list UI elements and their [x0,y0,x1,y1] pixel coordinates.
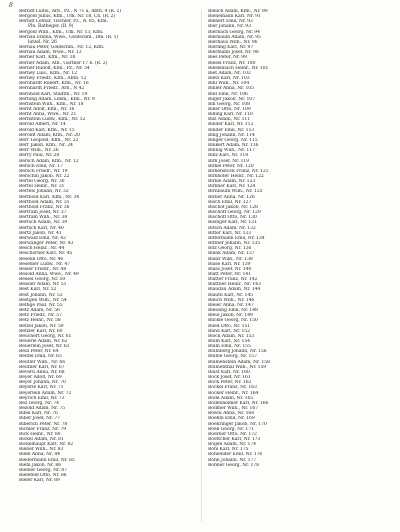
entry-text: Bichler Franz, Nr. 79 [19,426,67,432]
entry-text: Blauth Karl, Nr. 145 [208,292,253,298]
entry-text: Biesenbach Heinr., Nr. 101 [208,65,269,71]
entry-text: Besch Heinr., Nr. 44 [19,246,65,252]
entry-text: Beyerle Karl, Nr. 71 [19,385,64,391]
entry-text: Beuerle Adam, Nr. 62 [19,339,68,344]
entry-text: Bienemann Karl, Nr. 91 [208,14,261,20]
entry-text: Bernt Anna, Wwe., Nr. 21 [19,112,77,118]
entry-text: Bischoff Otto, Nr. 130 [208,215,257,221]
entry-text: Bierbaum Adam, Nr. 95 [208,34,261,40]
entry-text: Bernhold Karl, Stadtm., Nr. 19 [19,91,88,97]
entry-text: Biber Josef, Nr. 77 [19,416,60,422]
entry-text: Beuerlein Josef, Nr. 63 [19,344,70,350]
entry-text: Biebl Anna, Nr. 84 [19,452,61,458]
entry-text: Birkhofer Heinr., Nr. 122 [208,174,264,179]
entry-text: Binkert Adam, Nr. 116 [208,143,259,149]
entry-text: Bohner Georg, Nr. 178 [208,462,259,468]
entry-text: Bestgen Wilh., Nr. 54 [19,297,67,303]
entry-text: Bodenheimer Karl, Nr. 166 [208,400,269,406]
entry-text: Bohl Karl, Nr. 175 [208,447,249,453]
entry-text: Biehler Georg, Nr. 87 [19,467,67,473]
entry-text: Berthold Franz, Nr. 36 [19,204,70,210]
entry-text: Biberich Peter, Nr. 78 [19,421,68,427]
entry-text: Boeck Anna, Nr. 168 [208,411,255,417]
entry-text: Besold Anna, Wwe., Nr. 49 [19,271,79,277]
entry-text: Besemer Ludw., Nr. 47 [19,261,70,267]
entry-text: Beutler Wilh., Nr. 66 [19,359,66,365]
entry-text: Bessel Georg, Nr. 50 [19,277,66,283]
entry-text: Bienert Emil, Nr. 92 [208,19,253,25]
entry-text: Bohlender Emil, Nr. 176 [208,452,263,458]
entry-text: Berney Luis., Kfm., Nr. 12 [19,70,77,76]
entry-text: Birkner Karl, Nr. 124 [208,184,256,190]
entry-text: Berthold Adam, Nr. 35 [19,199,70,205]
entry-text: Boehringer Jakob, Nr. 170 [208,421,267,427]
entry-text: Betz Heinr., Nr. 58 [19,318,61,324]
entry-text: Berr Wilh., Nr. 26 [19,148,59,154]
entry-text: Bier Johann, Nr. 93 [208,24,251,30]
entry-text: Bernau Adam, Wwe., Nr. 13 [19,50,82,56]
entry-text: Binder Emil, Nr. 113 [208,127,255,133]
entry-text: Biller Otto, Nr. 109 [208,106,251,112]
entry-text: Blust Karl, Nr. 160 [208,369,250,375]
entry-text: Beul Peter, Nr. 64 [19,349,59,355]
entry-text: Bisinger Karl, Nr. 131 [208,220,257,226]
entry-text: Berold Albert, Nr. 14 [19,122,66,128]
entry-text: Block Adam, Nr. 153 [208,333,255,339]
entry-text: Blumberg Johann, Nr. 156 [208,349,267,355]
entry-text: Binnig Wilh., Nr. 117 [208,148,255,154]
entry-text: Bickelhaupt Karl, Nr. 82 [19,442,74,448]
entry-text: Bethge Paul, Nr. 55 [19,302,63,308]
entry-text: Bick Heinr., Nr. 80 [19,431,61,437]
entry-text: Bischof Jakob, Nr. 128 [208,204,258,210]
entry-text: Bertz Jakob, Nr. 41 [19,230,62,236]
entry-text: Bihler Anna, Nr. 105 [208,86,254,92]
entry-text: Blume Georg, Nr. 157 [208,354,257,360]
entry-text: Bickel Adam, Nr. 81 [19,436,64,442]
entry-text: Beschorner Karl, Nr. 45 [19,251,73,257]
directory-entry [19,19,193,29]
directory-entry [208,463,382,468]
entry-text: Bergold Wilh., Kfm., Ufk. Nr. 13, Kfm. [19,29,104,35]
entry-text: Biesel Franz, Nr. 100 [208,60,256,66]
entry-text: Bihl Wilh., Nr. 104 [208,81,250,87]
entry-text: Birnbaum Wilh., Nr. 125 [208,189,263,195]
entry-text: Blaudau Adam, Nr. 144 [208,287,261,293]
entry-text: Blumenthal Wilh., Nr. 159 [208,364,267,370]
entry-text: Bersch Emil, Nr. 17 [19,163,63,169]
entry-text: Bertels Johann, Nr. 32 [19,189,69,195]
entry-text: Bernau Peter, Goldschm., Nr. 12, Kfm. [19,45,105,51]
entry-text: Bilger Jakob, Nr. 107 [208,96,255,102]
entry-text: Bertsch Adam, Nr. 39 [19,220,68,226]
entry-text: Bing Johann, Nr. 114 [208,132,255,138]
entry-text: Berwanger Peter, Nr. 43 [19,241,74,247]
entry-text: Bitz Georg, Nr. 136 [208,246,252,252]
entry-text: Berning Adam, Ldsm., Kfm., Nr. 9 [19,96,95,102]
entry-text: Blank Adam, Nr. 137 [208,251,255,257]
entry-text: Boerner Otto, Nr. 172 [208,431,257,437]
entry-text: Bild Emil, Nr. 106 [208,91,248,97]
entry-text: Blatter Franz, Nr. 142 [208,277,258,283]
entry-text: Blass Josef, Nr. 140 [208,266,252,272]
entry-text: Bocker Heinr., Nr. 164 [208,390,259,396]
entry-text: Beselin Otto, Nr. 46 [19,256,64,262]
directory-entry [19,35,193,45]
entry-text: Beyerlein Adam, Nr. 72 [19,390,72,396]
entry-text: Bertel Georg, Nr. 30 [19,179,65,185]
entry-text: Bietz Karl, Nr. 103 [208,76,250,82]
entry-text: Blum Karl, Nr. 154 [208,339,250,344]
entry-text: Blied Otto, Nr. 151 [208,323,251,329]
entry-text: Berr Leopold, Kfm., Nr. 22 [19,137,79,143]
entry-text: Bernhardt Robert, Kfm., Nr. 16 [19,81,89,87]
entry-text: Bohn Johann, Nr. 177 [208,457,257,463]
entry-text: Bogen Adam, Nr. 174 [208,442,256,448]
entry-text: Blum Emil, Nr. 155 [208,344,251,350]
entry-text: Bode Adam, Nr. 165 [208,395,254,401]
entry-text: Bertel Heinr., Nr. 31 [19,184,65,190]
entry-text: Biedermann Emil, Nr. 85 [19,457,75,463]
entry-text: Bersch Adam, Kfm., Nr. 12 [19,158,79,164]
directory-entry [19,478,193,483]
entry-text: Bernau Emma, Wwe., Goldschm., Dm. (R. 1) [19,34,119,40]
entry-text: Biet Adam, Nr. 102 [208,70,251,76]
entry-text: Beyrich Emil, Nr. 73 [19,395,65,401]
entry-text: Berr Jakob, Kfm., Nr. 24 [19,143,73,149]
entry-text: Binger Georg, Nr. 115 [208,137,258,143]
entry-text: Berner Adam, Ath., Gärtner 17 b. (R. 2) [19,60,108,66]
entry-text: Bock Peter, Nr. 162 [208,380,252,386]
entry-text: Blanz Wilh., Nr. 138 [208,256,253,262]
entry-text: Bernstein Ludw., Kfm., Nr. 12 [19,117,86,123]
entry-text: Boettcher Karl, Nr. 173 [208,436,261,442]
entry-text: Best Johann, Nr. 53 [19,292,63,298]
entry-text: Berndt Lothar, Tischler, Pz., N. 85, Kfm. [19,19,108,25]
entry-text: Betzel Jakob, Nr. 59 [19,323,64,329]
entry-text: Bessler Adam, Nr. 51 [19,282,67,288]
entry-text: Beroldt Adam, Kfm., Nr. 20 [19,132,80,138]
entry-text: Bierhaus Wilh., Nr. 96 [208,39,258,45]
entry-text: Bibel Karl, Nr. 76 [19,411,58,417]
entry-text: Birkle Adam, Nr. 123 [208,179,256,185]
entry-text: Birkenstock Franz, Nr. 121 [208,168,269,174]
entry-text: Boell Georg, Nr. 171 [208,426,254,432]
entry-text: Bernhardt Friedr., Arb., N 42 [19,86,85,92]
entry-text: Bierling Karl, Nr. 97 [208,45,254,51]
entry-text: Birk Josef, Nr. 119 [208,158,249,164]
entry-text: Blessing Emil, Nr. 148 [208,308,258,314]
entry-text: Bleich Wilh., Nr. 146 [208,297,255,303]
entry-text: Bittermann Emil, Nr. 134 [208,235,265,241]
page-number: 8 [9,2,13,9]
entry-text: Bischoff Georg, Nr. 129 [208,210,261,216]
entry-text: Berschin Jakob, Nr. 22 [19,174,70,179]
entry-text: Bill Georg, Nr. 108 [208,101,250,107]
entry-text: Bitsch Adam, Nr. 132 [208,225,256,231]
right-column [208,9,382,468]
entry-text: Beutel Emil, Nr. 65 [19,354,62,360]
entry-text: Berry Paul, Nr. 28 [19,153,60,159]
entry-text: Bleier Anna, Nr. 147 [208,302,254,308]
column-divider [201,10,202,522]
left-column [19,9,193,483]
entry-text: Bielefeld Otto, Nr. 88 [19,473,67,479]
entry-text: Berney Friedr., Kfm., Abth. 12 [19,76,87,82]
entry-text: Berner Karl, Kfm., Nr. 18 [19,55,76,61]
entry-text: Bisch Emil, Nr. 127 [208,199,252,205]
entry-text: Berthold Karl, Kfm., Nr. 34 [19,194,80,200]
entry-text: Bieber Wilh., Nr. 83 [19,447,64,453]
entry-continuation: lutzel. Nr. 26 [28,39,57,45]
entry-text: Bielich Adam, Kfm., Nr. 90 [208,9,268,14]
entry-text: Bevern Anna, Nr. 68 [19,369,65,375]
entry-text: Binz Karl, Nr. 118 [208,153,249,159]
entry-text: Berner Rudolf, Kfm., Pz., Nr. 54 [19,65,90,71]
entry-text: Bittner Johann, Nr. 135 [208,241,261,247]
entry-text: Bersch Friedr., Nr. 19 [19,168,68,174]
entry-text: Birkel Peter, Nr. 120 [208,163,254,169]
entry-text: Berold Karl, Kfm., Nr. 15 [19,127,75,133]
entry-text: Bilz Adam, Nr. 111 [208,117,251,123]
entry-text: Beuchert Georg, Nr. 61 [19,333,72,339]
entry-continuation: Pln. Ratheger. (R. 9) [28,24,74,30]
entry-text: Blase Karl, Nr. 139 [208,261,251,267]
entry-text: Binder Karl, Nr. 112 [208,122,254,128]
entry-text: Bierbach Georg, Nr. 94 [208,29,260,35]
entry-text: Biermann Josef, Nr. 98 [208,50,259,56]
entry-text: Bertsch Karl, Nr. 40 [19,225,64,231]
entry-text: Berwald Emil, Nr. 42 [19,235,66,241]
entry-text: Blind Karl, Nr. 152 [208,328,250,334]
entry-text: Betz Friedr., Nr. 57 [19,313,62,319]
entry-text: Beyer Johann, Nr. 70 [19,380,66,386]
entry-text: Bez Georg, Nr. 74 [19,400,59,406]
entry-text: Blumenstein Adam, Nr. 158 [208,359,270,365]
entry-text: Blickle Georg, Nr. 150 [208,318,258,324]
entry-text: Blattner Heinr., Nr. 143 [208,282,261,288]
entry-text: Bezold Adam, Nr. 75 [19,406,65,412]
entry-text: Bernt Adolf, Kfm., Nr. 16 [19,106,75,112]
entry-text: Besier Friedr., Nr. 48 [19,266,67,272]
entry-text: Bleul Jakob, Nr. 149 [208,313,253,319]
entry-text: Bertram Wilh., Nr. 38 [19,215,68,221]
entry-text: Bies Peter, Nr. 99 [208,55,247,61]
entry-text: Bieler Karl, Nr. 89 [19,478,60,484]
entry-text: Betzler Karl, Nr. 60 [19,328,63,334]
entry-text: Bergold Julius, Kfm., Ufk. Nr. 18, Ch. (R. 2) [19,14,116,20]
entry-text: Berndt Ludw., Arb., Pz., N 71 a, Abth. 4 (R. 2) [19,9,121,14]
entry-text: Best Karl, Nr. 52 [19,287,57,293]
entry-text: Beyer Adolf, Nr. 69 [19,375,62,381]
entry-text: Beutner Karl, Nr. 67 [19,364,65,370]
entry-text: Bertram Josef, Nr. 37 [19,210,67,216]
entry-text: Billing Karl, Nr. 110 [208,112,253,118]
entry-text: Bernstein Wilh., Kfm., Nr. 18 [19,101,84,107]
entry-text: Blatt Peter, Nr. 141 [208,271,251,277]
entry-text: Boehm Emil, Nr. 169 [208,416,255,422]
entry-text: Bodmer Wilh., Nr. 167 [208,406,259,412]
entry-text: Bitter Karl, Nr. 133 [208,230,252,236]
entry-text: Bockel Franz, Nr. 163 [208,385,257,391]
entry-text: Betz Adam, Nr. 56 [19,308,60,314]
entry-text: Biehl Jakob, Nr. 86 [19,462,62,468]
entry-text: Birner Anna, Nr. 126 [208,194,255,200]
entry-text: Bock Josef, Nr. 161 [208,375,251,381]
